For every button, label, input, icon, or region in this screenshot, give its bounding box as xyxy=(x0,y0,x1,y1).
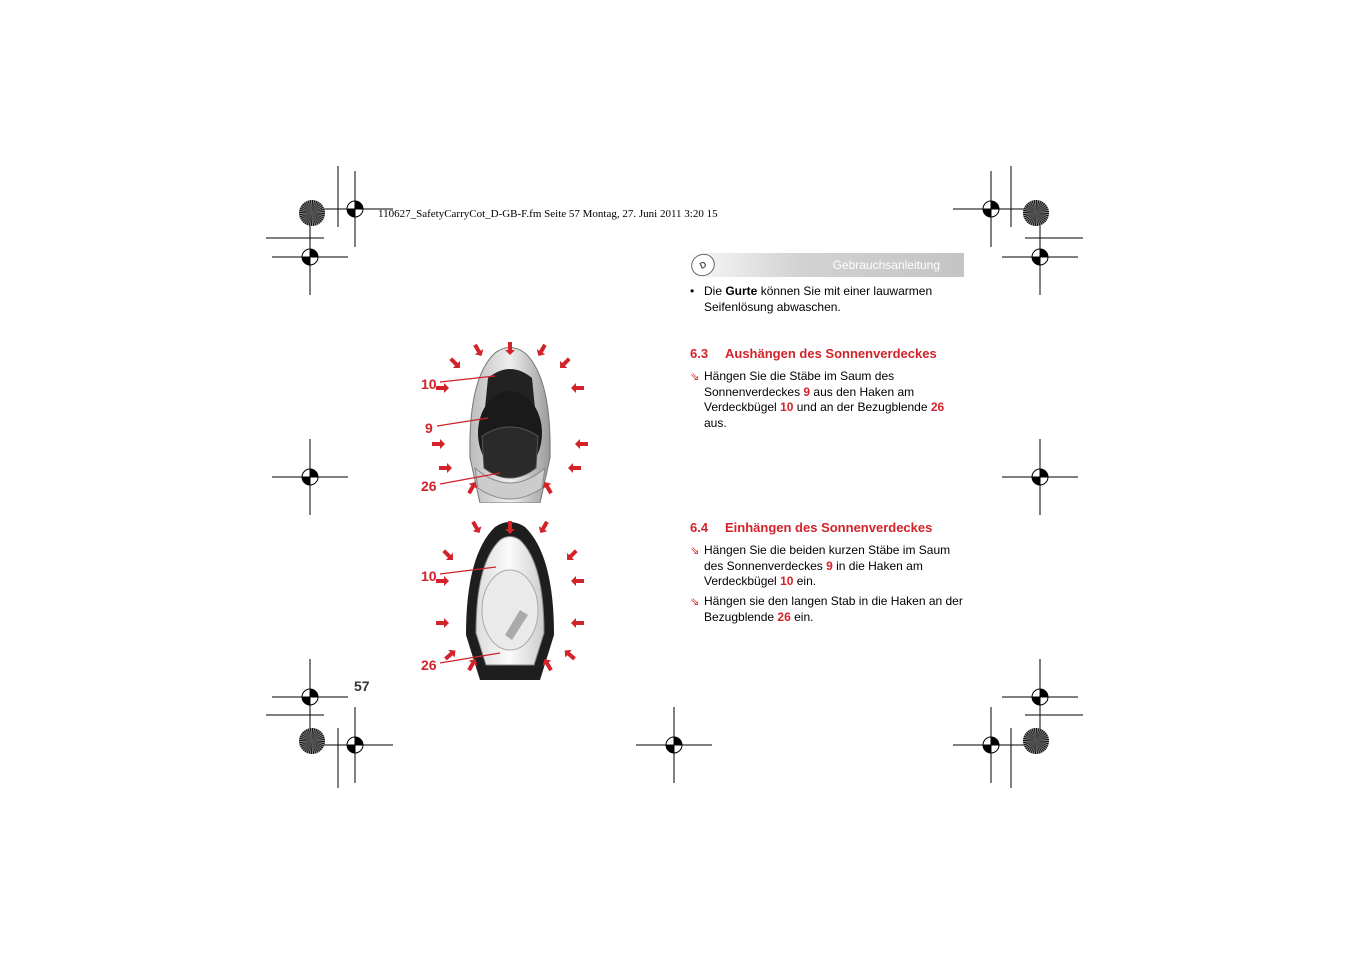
registration-target-icon xyxy=(953,171,1029,247)
section-heading-6-3: 6.3 Aushängen des Sonnenverdeckes xyxy=(690,346,937,361)
star-target-icon xyxy=(299,200,325,226)
registration-target-icon xyxy=(1002,659,1078,735)
intro-bullet: • Die Gurte können Sie mit einer lauwarmen Seifenlösung abwaschen. xyxy=(690,284,933,314)
step-arrow-icon: ⇘ xyxy=(690,545,700,557)
hook-arrow-icon xyxy=(561,647,577,663)
registration-target-icon xyxy=(317,707,393,783)
header-title: Gebrauchsanleitung xyxy=(832,258,940,272)
hook-arrow-icon xyxy=(557,355,573,371)
print-header: 110627_SafetyCarryCot_D-GB-F.fm Seite 57 Montag, 27. Juni 2011 3:20 15 xyxy=(378,208,718,220)
hook-arrow-icon xyxy=(571,618,584,628)
star-target-icon xyxy=(1023,728,1049,754)
hook-arrow-icon xyxy=(436,383,449,393)
hook-arrow-icon xyxy=(571,383,584,393)
hook-arrow-icon xyxy=(436,576,449,586)
hook-arrow-icon xyxy=(447,355,463,371)
registration-target-icon xyxy=(272,439,348,515)
bullet-icon: • xyxy=(690,284,695,298)
hook-arrow-icon xyxy=(471,342,486,358)
star-target-icon xyxy=(1023,200,1049,226)
figure-label-26: 26 xyxy=(421,657,437,673)
figure-label-26: 26 xyxy=(421,478,437,494)
registration-target-icon xyxy=(272,659,348,735)
figure-label-9: 9 xyxy=(425,420,433,436)
registration-target-icon xyxy=(1002,439,1078,515)
hook-arrow-icon xyxy=(571,576,584,586)
hook-arrow-icon xyxy=(534,342,549,358)
registration-target-icon xyxy=(1002,219,1078,295)
hook-arrow-icon xyxy=(432,439,445,449)
step-arrow-icon: ⇘ xyxy=(690,596,700,608)
hook-arrow-icon xyxy=(469,519,484,535)
hook-arrow-icon xyxy=(440,547,456,563)
registration-target-icon xyxy=(953,707,1029,783)
figure-canopy-attached xyxy=(410,338,610,503)
step-6-4-1: ⇘ Hängen Sie die beiden kurzen Stäbe im Saum des Sonnenverdeckes 9 in die Haken am Verdeckbügel 10 ein. xyxy=(690,543,951,588)
registration-target-icon xyxy=(272,219,348,295)
hook-arrow-icon xyxy=(564,547,580,563)
hook-arrow-icon xyxy=(439,463,452,473)
step-6-4-2: ⇘ Hängen sie den langen Stab in die Haken an der Bezugblende 26 ein. xyxy=(690,594,963,624)
language-badge: D xyxy=(687,250,718,280)
hook-arrow-icon xyxy=(568,463,581,473)
hook-arrow-icon xyxy=(436,618,449,628)
figure-label-10: 10 xyxy=(421,568,437,584)
header-band xyxy=(689,253,964,277)
star-target-icon xyxy=(299,728,325,754)
page-number: 57 xyxy=(354,678,370,694)
hook-arrow-icon xyxy=(575,439,588,449)
step-arrow-icon: ⇘ xyxy=(690,371,700,383)
figure-label-10: 10 xyxy=(421,376,437,392)
registration-target-icon xyxy=(636,707,712,783)
hook-arrow-icon xyxy=(536,519,551,535)
step-6-3-1: ⇘ Hängen Sie die Stäbe im Saum des Sonnenverdeckes 9 aus den Haken am Verdeckbügel 10 und an der Bezugblende 26 aus. xyxy=(690,369,945,430)
figure-canopy-removed xyxy=(410,515,610,680)
section-heading-6-4: 6.4 Einhängen des Sonnenverdeckes xyxy=(690,520,933,535)
